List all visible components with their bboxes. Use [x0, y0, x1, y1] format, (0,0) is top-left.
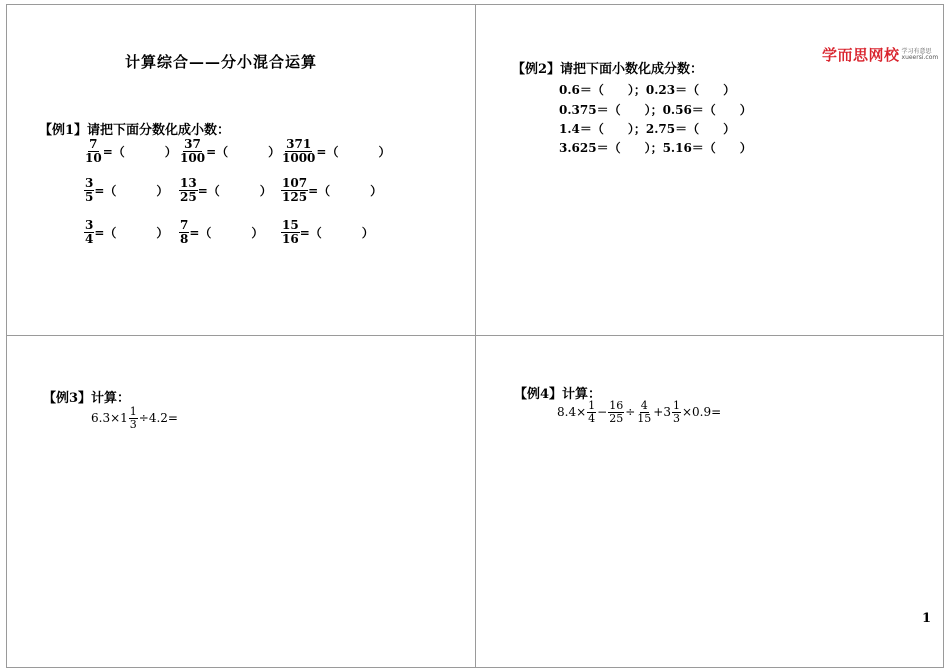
fraction: $\frac{16}{25}$ — [609, 399, 624, 425]
slide-2 — [475, 4, 944, 336]
fraction: $\frac{4}{15}$ — [637, 399, 652, 425]
fraction-item: $\frac{3}{5}$ =（ ） — [85, 176, 169, 204]
fraction: $\frac{107}{125}$ — [282, 176, 308, 204]
slide-3 — [6, 335, 476, 668]
fraction: $\frac{1}{4}$ — [588, 399, 596, 425]
expression: 6.3×1 $\frac{1}{3}$ ÷4.2= — [91, 405, 178, 431]
fraction: $\frac{1}{3}$ — [672, 399, 680, 425]
fraction: $\frac{371}{1000}$ — [282, 137, 316, 165]
fraction-item: $\frac{107}{125}$ =（ ） — [282, 176, 383, 204]
fraction-item: $\frac{7}{10}$ =（ ） — [85, 137, 177, 165]
example-1-label: 【例1】请把下面分数化成小数： — [39, 123, 231, 138]
example-3-label: 【例3】计算： — [43, 391, 131, 406]
fraction: $\frac{3}{4}$ — [85, 218, 94, 246]
fraction: $\frac{7}{8}$ — [180, 218, 189, 246]
fraction-item: $\frac{7}{8}$ =（ ） — [180, 218, 264, 246]
example-4-label: 【例4】计算： — [514, 387, 602, 402]
fraction: $\frac{15}{16}$ — [282, 218, 299, 246]
fraction: $\frac{13}{25}$ — [180, 176, 197, 204]
fraction-item: $\frac{371}{1000}$ =（ ） — [282, 137, 391, 165]
fraction-item: $\frac{15}{16}$ =（ ） — [282, 218, 374, 246]
expression: 8.4× $\frac{1}{4}$ − $\frac{16}{25}$ ÷ $\frac{4}{15}$ +3 $\frac{1}{3}$ ×0.9= — [557, 399, 722, 425]
example-2-label: 【例2】请把下面小数化成分数： — [512, 62, 704, 77]
decimal-line: 0.6＝（ ）；0.23＝（ ） — [559, 83, 736, 97]
brand-logo: 学而思网校 学习有意思 xueersi.com — [822, 46, 939, 64]
fraction-item: $\frac{3}{4}$ =（ ） — [85, 218, 169, 246]
page-number: 1 — [922, 611, 932, 626]
fraction: $\frac{37}{100}$ — [180, 137, 206, 165]
decimal-line: 3.625＝（ ）；5.16＝（ ） — [559, 141, 752, 155]
decimal-line: 1.4＝（ ）；2.75＝（ ） — [559, 122, 736, 136]
fraction: $\frac{3}{5}$ — [85, 176, 94, 204]
fraction: $\frac{7}{10}$ — [85, 137, 102, 165]
fraction-item: $\frac{37}{100}$ =（ ） — [180, 137, 281, 165]
fraction: $\frac{1}{3}$ — [129, 405, 137, 431]
fraction-item: $\frac{13}{25}$ =（ ） — [180, 176, 272, 204]
slide-4 — [475, 335, 944, 668]
decimal-line: 0.375＝（ ）；0.56＝（ ） — [559, 103, 752, 117]
slide-1 — [6, 4, 476, 336]
slide-title: 计算综合——分小混合运算 — [125, 53, 318, 71]
